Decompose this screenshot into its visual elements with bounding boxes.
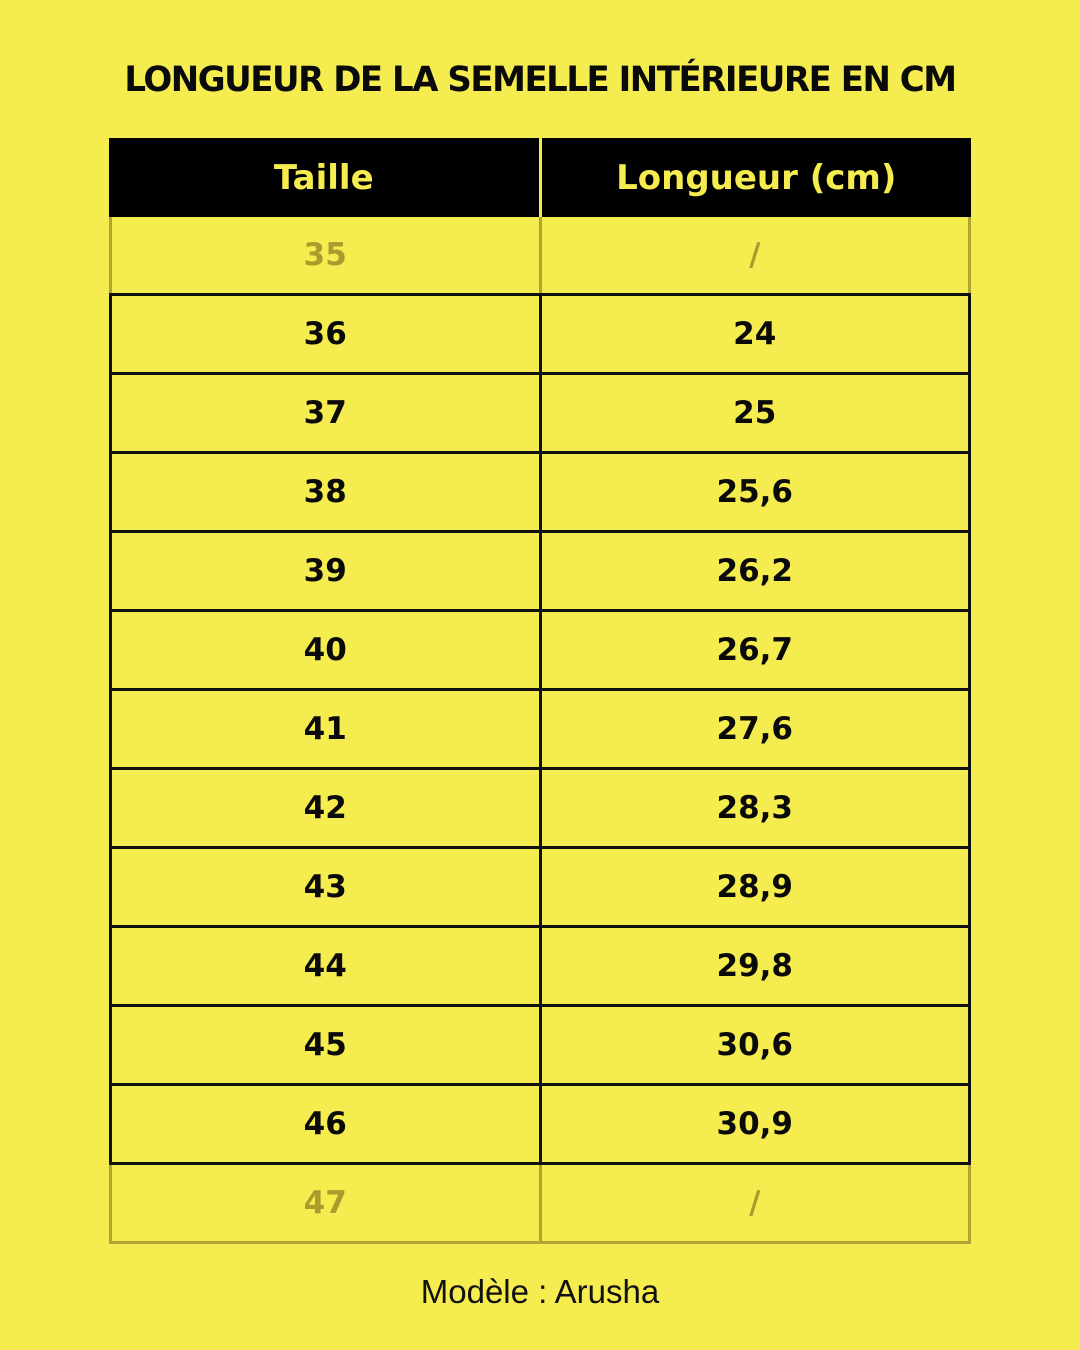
- longueur-cell: /: [539, 217, 969, 293]
- table-row: [109, 217, 971, 296]
- table-row: [109, 1007, 971, 1086]
- column-header-taille: Taille: [273, 157, 374, 198]
- taille-cell: 46: [303, 1106, 347, 1142]
- longueur-cell: 26,2: [539, 533, 969, 609]
- table-row: [109, 849, 971, 928]
- taille-cell: 35: [303, 237, 347, 273]
- table-row: [109, 454, 971, 533]
- model-caption: Modèle : Arusha: [420, 1273, 660, 1310]
- taille-cell: 44: [303, 948, 347, 984]
- longueur-cell: 29,8: [539, 928, 969, 1004]
- longueur-cell: 30,6: [539, 1007, 969, 1083]
- table-row: [109, 375, 971, 454]
- longueur-cell: 28,3: [539, 770, 969, 846]
- table-row: [109, 691, 971, 770]
- longueur-cell: 27,6: [539, 691, 969, 767]
- taille-cell: 39: [303, 553, 347, 589]
- longueur-cell: 25: [539, 375, 969, 451]
- taille-cell: 38: [303, 474, 347, 510]
- table-row: [109, 612, 971, 691]
- page-title: LONGUEUR DE LA SEMELLE INTÉRIEURE EN CM: [124, 60, 956, 100]
- longueur-cell: 24: [539, 296, 969, 372]
- taille-cell: 41: [303, 711, 347, 747]
- taille-cell: 40: [303, 632, 347, 668]
- table-row: [109, 533, 971, 612]
- longueur-cell: /: [539, 1165, 969, 1241]
- taille-cell: 37: [303, 395, 347, 431]
- column-header-longueur: Longueur (cm): [539, 138, 972, 217]
- taille-cell: 42: [303, 790, 347, 826]
- size-table: [109, 138, 971, 1244]
- table-row: [109, 770, 971, 849]
- taille-cell: 45: [303, 1027, 347, 1063]
- taille-cell: 47: [303, 1185, 347, 1221]
- table-row: [109, 293, 971, 375]
- table-row: [109, 928, 971, 1007]
- taille-cell: 43: [303, 869, 347, 905]
- table-row: [109, 1086, 971, 1165]
- longueur-cell: 26,7: [539, 612, 969, 688]
- table-header: [109, 138, 971, 217]
- longueur-cell: 28,9: [539, 849, 969, 925]
- table-row: [109, 1165, 971, 1244]
- longueur-cell: 25,6: [539, 454, 969, 530]
- longueur-cell: 30,9: [539, 1086, 969, 1162]
- taille-cell: 36: [303, 316, 347, 352]
